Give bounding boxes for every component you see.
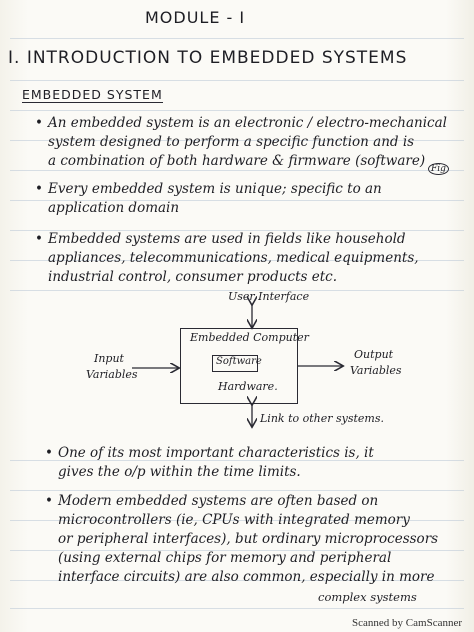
section-heading: EMBEDDED SYSTEM [22, 87, 163, 102]
link-label: Link to other systems. [260, 412, 385, 425]
bullet-text: • One of its most important characteristics is, it [58, 444, 374, 462]
bullet-text: a combination of both hardware & firmware (software) [48, 153, 426, 169]
bullet-text: • Every embedded system is unique; specific to an [48, 180, 382, 198]
user-interface-label: User Interface [228, 290, 310, 303]
bullet-text: complex systems [318, 590, 417, 604]
output-label: Variables [350, 364, 402, 377]
scanner-watermark: Scanned by CamScanner [352, 617, 462, 629]
bullet-text: application domain [48, 200, 180, 216]
bullet-text: (using external chips for memory and peripheral [58, 550, 392, 566]
bullet-text: microcontrollers (ie, CPUs with integrated memory [58, 512, 410, 528]
bullet-text: system designed to perform a specific function and is [48, 134, 415, 150]
bullet-text: appliances, telecommunications, medical equipments, [48, 250, 419, 266]
input-label: Input [94, 352, 124, 365]
hardware-label: Hardware. [218, 380, 278, 393]
bullet-text: gives the o/p within the time limits. [58, 464, 301, 480]
bullet-text: interface circuits) are also common, especially in more [58, 569, 435, 585]
bullet-text: • Modern embedded systems are often based on [58, 492, 378, 510]
output-label: Output [354, 348, 394, 361]
embedded-computer-label: Embedded Computer [190, 331, 309, 344]
fig-annotation: Fig [428, 163, 449, 175]
bullet-text: or peripheral interfaces), but ordinary microprocessors [58, 531, 439, 547]
software-label: Software [216, 356, 262, 367]
input-label: Variables [86, 368, 138, 381]
module-heading: MODULE - I [145, 8, 246, 27]
chapter-heading: I. INTRODUCTION TO EMBEDDED SYSTEMS [8, 48, 408, 68]
bullet-text: • Embedded systems are used in fields like household [48, 230, 406, 248]
bullet-text: industrial control, consumer products etc. [48, 269, 337, 285]
bullet-text: • An embedded system is an electronic / electro-mechanical [48, 114, 447, 132]
